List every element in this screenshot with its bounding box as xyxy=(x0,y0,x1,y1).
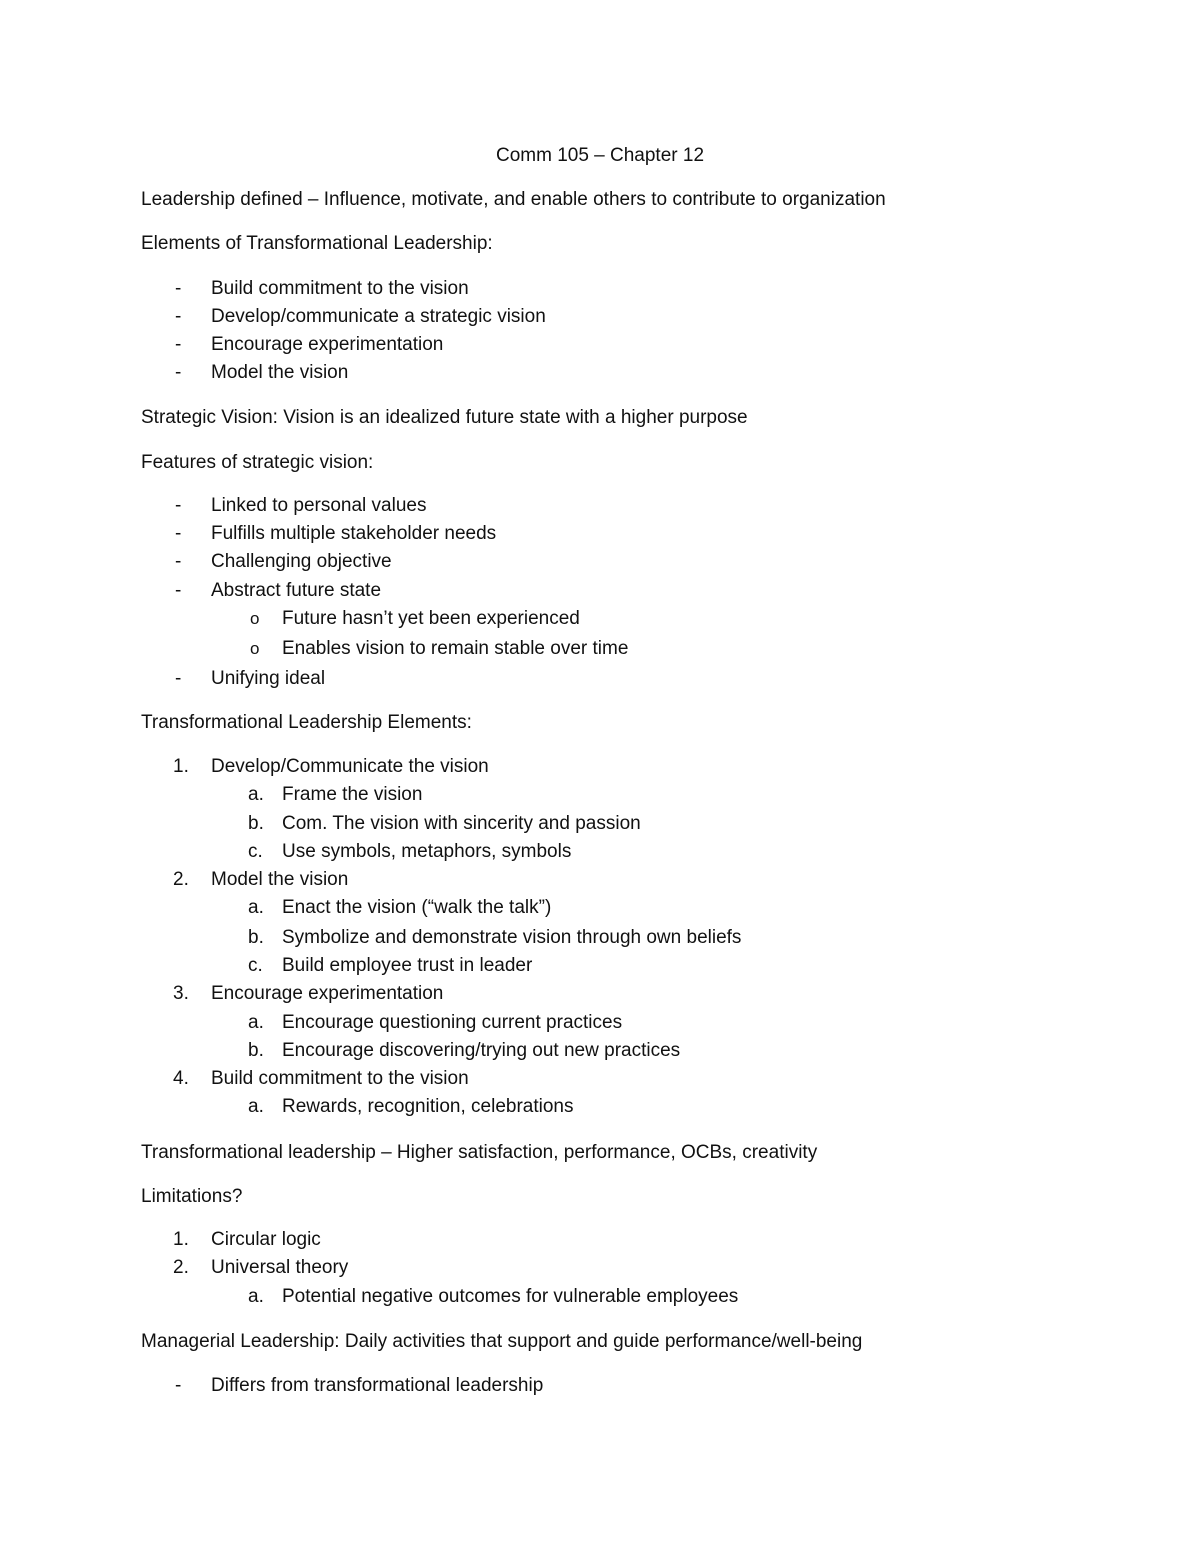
item-letter: a. xyxy=(248,1286,264,1307)
item-number: 2. xyxy=(173,1257,189,1278)
item-number: 1. xyxy=(173,1229,189,1250)
item-number: 3. xyxy=(173,983,189,1004)
item-letter: c. xyxy=(248,841,263,862)
dash-bullet: - xyxy=(175,334,182,355)
item-letter: b. xyxy=(248,1040,264,1061)
lettered-item-text: Encourage questioning current practices xyxy=(282,1012,623,1033)
numbered-item-text: Build commitment to the vision xyxy=(211,1068,469,1089)
list-item-text: Challenging objective xyxy=(211,551,392,572)
dash-bullet: - xyxy=(175,306,182,327)
list-item-text: Abstract future state xyxy=(211,580,382,601)
numbered-item-text: Encourage experimentation xyxy=(211,983,444,1004)
circle-bullet-icon: o xyxy=(250,639,260,658)
numbered-item-text: Model the vision xyxy=(211,869,349,890)
lettered-item-text: Use symbols, metaphors, symbols xyxy=(282,841,572,862)
item-number: 1. xyxy=(173,756,189,777)
list-item-text: Linked to personal values xyxy=(211,495,427,516)
list-item-text: Model the vision xyxy=(211,362,349,383)
dash-bullet: - xyxy=(175,580,182,601)
sub-list-item-text: Future hasn’t yet been experienced xyxy=(282,608,580,629)
lettered-item-text: Com. The vision with sincerity and passion xyxy=(282,813,641,834)
lettered-item-text: Potential negative outcomes for vulnerable employees xyxy=(282,1286,739,1307)
lettered-item-text: Enact the vision (“walk the talk”) xyxy=(282,897,552,918)
circle-bullet-icon: o xyxy=(250,609,260,628)
list-item-text: Unifying ideal xyxy=(211,668,326,689)
lettered-item-text: Symbolize and demonstrate vision through own beliefs xyxy=(282,927,742,948)
list-item-text: Develop/communicate a strategic vision xyxy=(211,306,546,327)
dash-bullet: - xyxy=(175,551,182,572)
managerial-leadership: Managerial Leadership: Daily activities that support and guide performance/well-being xyxy=(141,1331,863,1352)
leadership-definition: Leadership defined – Influence, motivate, and enable others to contribute to organization xyxy=(141,189,886,210)
lettered-item-text: Encourage discovering/trying out new practices xyxy=(282,1040,681,1061)
item-letter: c. xyxy=(248,955,263,976)
item-letter: b. xyxy=(248,813,264,834)
tl-elements-heading: Transformational Leadership Elements: xyxy=(141,712,472,733)
list-item-text: Encourage experimentation xyxy=(211,334,444,355)
lettered-item-text: Build employee trust in leader xyxy=(282,955,533,976)
strategic-vision-definition: Strategic Vision: Vision is an idealized future state with a higher purpose xyxy=(141,407,748,428)
list-item-text: Differs from transformational leadership xyxy=(211,1375,544,1396)
sub-list-item-text: Enables vision to remain stable over time xyxy=(282,638,629,659)
page-title: Comm 105 – Chapter 12 xyxy=(495,145,705,166)
elements-heading: Elements of Transformational Leadership: xyxy=(141,233,493,254)
list-item-text: Build commitment to the vision xyxy=(211,278,469,299)
item-letter: a. xyxy=(248,1012,264,1033)
dash-bullet: - xyxy=(175,523,182,544)
numbered-item-text: Circular logic xyxy=(211,1229,321,1250)
dash-bullet: - xyxy=(175,278,182,299)
item-number: 4. xyxy=(173,1068,189,1089)
numbered-item-text: Universal theory xyxy=(211,1257,349,1278)
dash-bullet: - xyxy=(175,1375,182,1396)
limitations-heading: Limitations? xyxy=(141,1186,243,1207)
item-letter: a. xyxy=(248,897,264,918)
dash-bullet: - xyxy=(175,362,182,383)
numbered-item-text: Develop/Communicate the vision xyxy=(211,756,489,777)
dash-bullet: - xyxy=(175,495,182,516)
item-letter: a. xyxy=(248,784,264,805)
lettered-item-text: Frame the vision xyxy=(282,784,423,805)
tl-outcomes: Transformational leadership – Higher satisfaction, performance, OCBs, creativity xyxy=(141,1142,818,1163)
lettered-item-text: Rewards, recognition, celebrations xyxy=(282,1096,574,1117)
item-number: 2. xyxy=(173,869,189,890)
features-heading: Features of strategic vision: xyxy=(141,452,374,473)
list-item-text: Fulfills multiple stakeholder needs xyxy=(211,523,497,544)
dash-bullet: - xyxy=(175,668,182,689)
item-letter: b. xyxy=(248,927,264,948)
item-letter: a. xyxy=(248,1096,264,1117)
